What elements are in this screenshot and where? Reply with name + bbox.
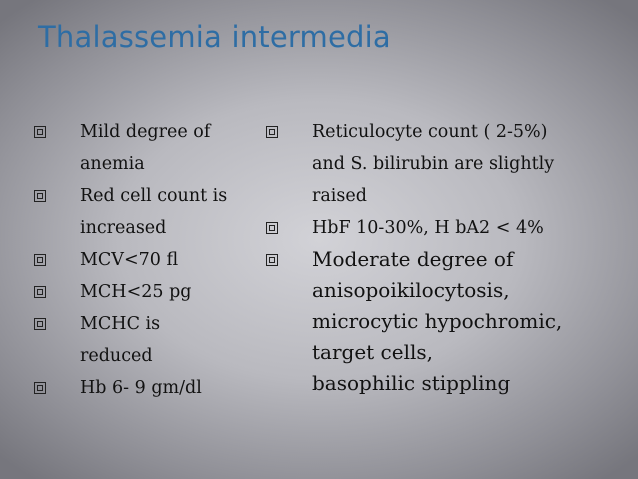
left-bullet-list [34,116,254,404]
right-bullet-list [266,116,596,399]
square-bullet-icon [34,286,46,298]
bullet-text: Moderate degree of anisopoikilocytosis, microcytic hypochromic, target cells, basophilic stippling [312,247,563,395]
bullet-text: HbF 10-30%, H bA2 < 4% [312,218,544,238]
square-bullet-icon [34,126,46,138]
list-item [266,116,596,212]
list-item [266,212,596,244]
square-bullet-icon [266,126,278,138]
list-item [34,244,254,276]
bullet-text: MCH<25 pg [80,282,192,302]
list-item [34,276,254,308]
list-item [34,180,254,244]
square-bullet-icon [34,254,46,266]
square-bullet-icon [34,190,46,202]
list-item [34,308,254,372]
square-bullet-icon [266,222,278,234]
list-item [34,116,254,180]
square-bullet-icon [34,318,46,330]
list-item [34,372,254,404]
bullet-text: Red cell count is increased [80,186,228,238]
square-bullet-icon [266,254,278,266]
bullet-text: MCV<70 fl [80,250,179,270]
slide-title: Thalassemia intermedia [38,20,391,54]
bullet-text: Hb 6- 9 gm/dl [80,378,202,398]
bullet-text: Mild degree of anemia [80,122,211,174]
square-bullet-icon [34,382,46,394]
list-item [266,244,596,399]
bullet-text: MCHC is reduced [80,314,161,366]
bullet-text: Reticulocyte count ( 2-5%) and S. bilirubin are slightly raised [312,122,555,206]
